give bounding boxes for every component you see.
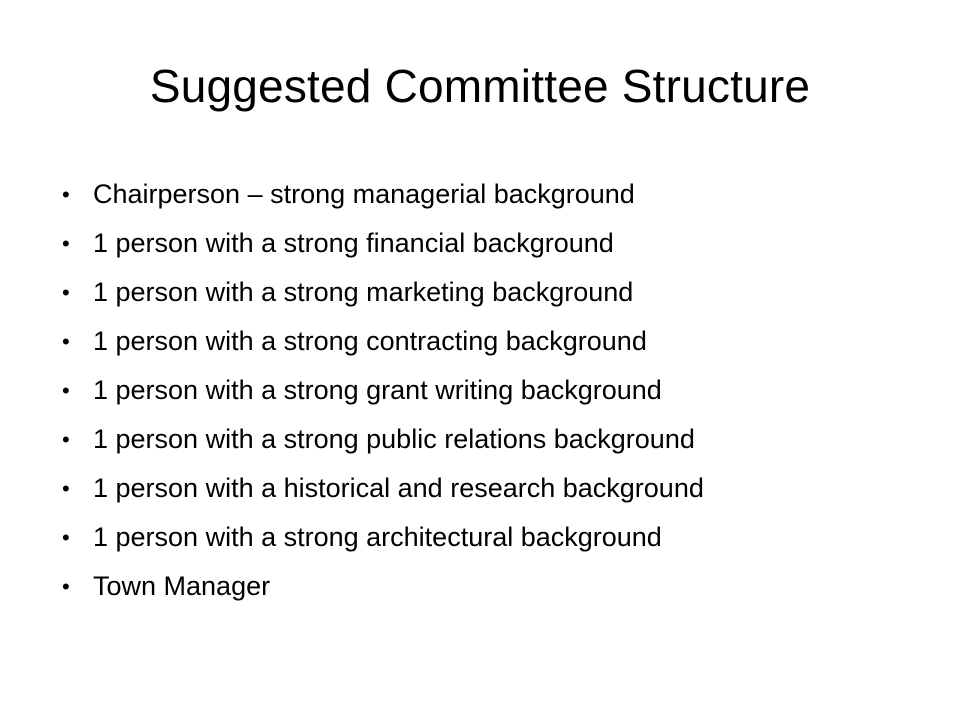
bullet-icon: • <box>62 476 70 501</box>
bullet-text: 1 person with a strong architectural background <box>93 522 662 552</box>
bullet-icon: • <box>62 574 70 599</box>
bullet-text: 1 person with a strong public relations background <box>93 424 695 454</box>
bullet-item <box>62 170 922 219</box>
bullet-item <box>62 366 922 415</box>
bullet-icon: • <box>62 378 70 403</box>
bullet-text: 1 person with a historical and research background <box>93 473 704 503</box>
bullet-item <box>62 415 922 464</box>
bullet-icon: • <box>62 427 70 452</box>
bullet-item <box>62 317 922 366</box>
bullet-icon: • <box>62 182 70 207</box>
bullet-item <box>62 562 922 611</box>
slide-title: Suggested Committee Structure <box>149 60 811 112</box>
bullet-item <box>62 219 922 268</box>
bullet-item <box>62 513 922 562</box>
bullet-text: 1 person with a strong grant writing background <box>93 375 662 405</box>
bullet-list <box>62 170 922 611</box>
bullet-text: 1 person with a strong contracting background <box>93 326 647 356</box>
bullet-icon: • <box>62 280 70 305</box>
bullet-text: 1 person with a strong financial background <box>93 228 614 258</box>
bullet-icon: • <box>62 329 70 354</box>
bullet-icon: • <box>62 231 70 256</box>
bullet-text: Chairperson – strong managerial background <box>93 179 635 209</box>
bullet-item <box>62 268 922 317</box>
bullet-icon: • <box>62 525 70 550</box>
bullet-item <box>62 464 922 513</box>
bullet-text: 1 person with a strong marketing background <box>93 277 634 307</box>
bullet-text: Town Manager <box>93 571 271 601</box>
